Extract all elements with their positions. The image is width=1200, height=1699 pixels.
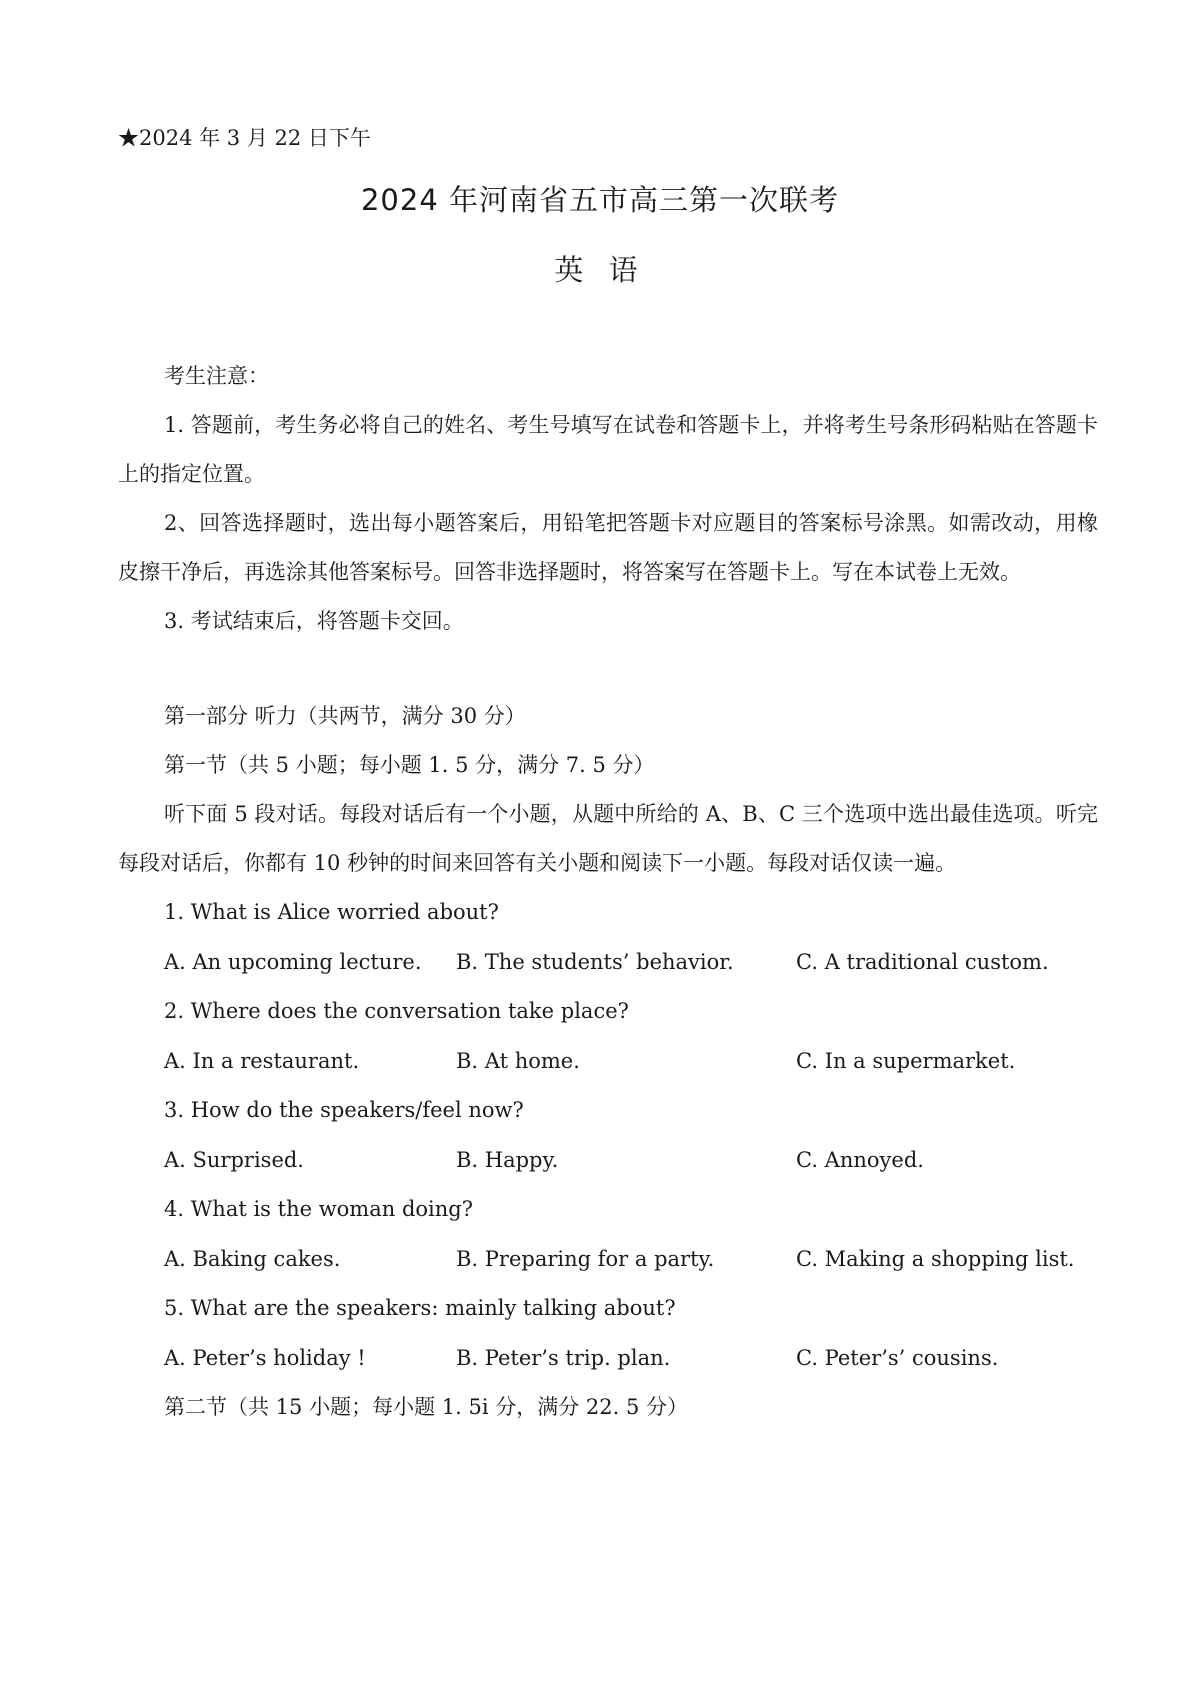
question-4-options	[118, 1235, 1098, 1285]
option-b: B. Peter’s trip. plan.	[456, 1345, 671, 1370]
part1-heading: 第一部分 听力（共两节，满分 30 分）	[164, 704, 526, 728]
notice-item-1: 1. 答题前，考生务必将自己的姓名、考生号填写在试卷和答题卡上，并将考生号条形码粘贴在答题卡上的指定位置。	[118, 413, 1098, 486]
exam-body	[118, 352, 1098, 1433]
section1-heading: 第一节（共 5 小题；每小题 1. 5 分，满分 7. 5 分）	[164, 753, 655, 777]
option-a: A. An upcoming lecture.	[164, 949, 422, 974]
listening-instructions: 听下面 5 段对话。每段对话后有一个小题，从题中所给的 A、B、C 三个选项中选出最佳选项。听完每段对话后，你都有 10 秒钟的时间来回答有关小题和阅读下一小题。每段对话仅读一遍。	[118, 802, 1098, 875]
section-spacer	[118, 646, 1098, 692]
question-3: 3. How do the speakers/feel now?	[164, 1098, 524, 1122]
question-1: 1. What is Alice worried about?	[164, 900, 499, 924]
option-b: B. At home.	[456, 1048, 580, 1073]
question-1-options	[118, 938, 1098, 988]
question-4: 4. What is the woman doing?	[164, 1197, 473, 1221]
question-2: 2. Where does the conversation take place?	[164, 999, 629, 1023]
option-c: C. A traditional custom.	[796, 949, 1049, 974]
option-b: B. The students’ behavior.	[456, 949, 734, 974]
notice-heading: 考生注意：	[164, 364, 269, 388]
option-a: A. Baking cakes.	[164, 1246, 341, 1271]
option-b: B. Happy.	[456, 1147, 559, 1172]
section2-heading: 第二节（共 15 小题；每小题 1. 5i 分，满分 22. 5 分）	[164, 1395, 688, 1419]
notice-item-2: 2、回答选择题时，选出每小题答案后，用铅笔把答题卡对应题目的答案标号涂黑。如需改动，用橡皮擦干净后，再选涂其他答案标号。回答非选择题时，将答案写在答题卡上。写在本试卷上无效。	[118, 511, 1098, 584]
notice-item-3: 3. 考试结束后，将答题卡交回。	[164, 609, 464, 633]
question-2-options	[118, 1037, 1098, 1087]
option-c: C. Annoyed.	[796, 1147, 924, 1172]
option-c: C. Making a shopping list.	[796, 1246, 1075, 1271]
exam-title: 2024 年河南省五市高三第一次联考	[360, 183, 840, 217]
option-a: A. Surprised.	[164, 1147, 304, 1172]
question-5: 5. What are the speakers: mainly talking about?	[164, 1296, 676, 1320]
subject-heading: 英 语	[554, 253, 646, 287]
option-a: A. In a restaurant.	[164, 1048, 360, 1073]
question-5-options	[118, 1334, 1098, 1384]
option-c: C. Peter’s’ cousins.	[796, 1345, 999, 1370]
option-a: A. Peter’s holiday !	[164, 1345, 366, 1370]
dateline: ★2024 年 3 月 22 日下午	[118, 126, 371, 150]
option-c: C. In a supermarket.	[796, 1048, 1016, 1073]
question-3-options	[118, 1136, 1098, 1186]
option-b: B. Preparing for a party.	[456, 1246, 715, 1271]
